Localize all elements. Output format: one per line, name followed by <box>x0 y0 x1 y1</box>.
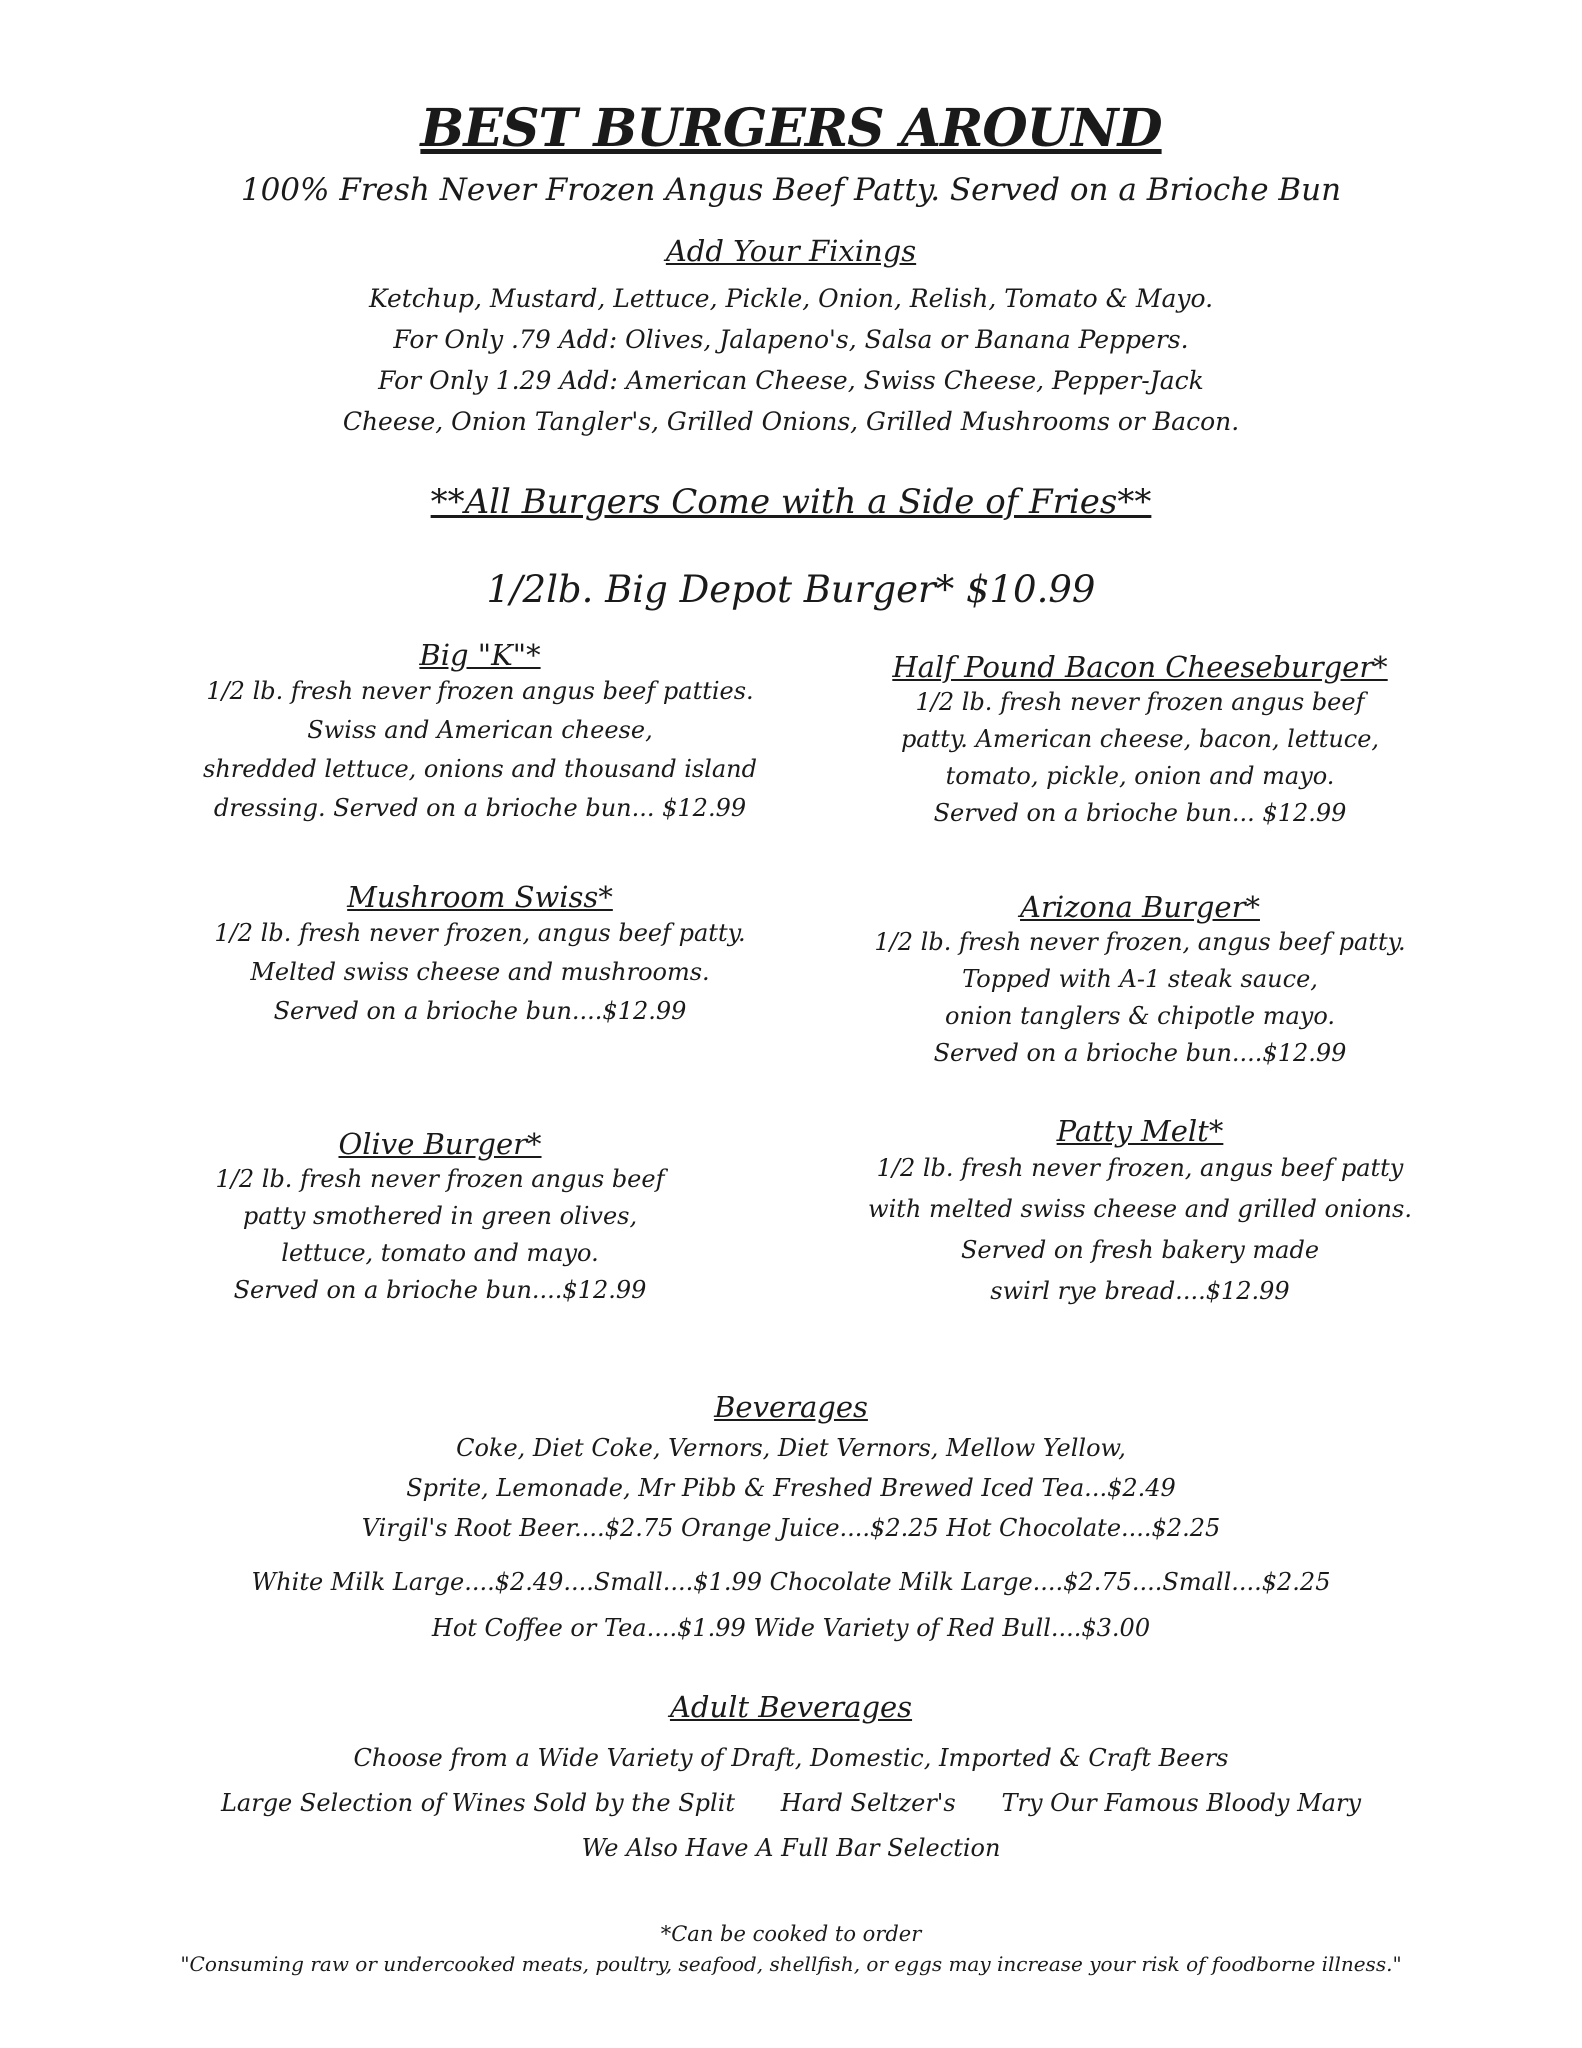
item-line: 1/2 lb. fresh never frozen, angus beef patty. <box>874 928 1406 956</box>
menu-item <box>170 880 790 1031</box>
item-line: shredded lettuce, onions and thousand island <box>203 755 757 783</box>
item-description <box>820 1148 1460 1312</box>
item-line: Served on a brioche bun....$12.99 <box>933 1039 1347 1067</box>
item-line: 1/2 lb. fresh never frozen angus beef <box>215 1165 665 1193</box>
item-description <box>830 924 1450 1072</box>
fixings-line: Ketchup, Mustard, Lettuce, Pickle, Onion, Relish, Tomato & Mayo. <box>368 284 1214 313</box>
adult-beverage-line: Choose from a Wide Variety of Draft, Domestic, Imported & Craft Beers <box>353 1744 1229 1772</box>
adult-beverage-line: We Also Have A Full Bar Selection <box>581 1834 1001 1862</box>
menu-title: BEST BURGERS AROUND <box>420 98 1162 159</box>
item-line: Swiss and American cheese, <box>307 716 653 744</box>
item-title: Big "K"* <box>419 638 541 672</box>
item-line: patty. American cheese, bacon, lettuce, <box>900 725 1380 753</box>
menu-item <box>830 890 1450 1072</box>
item-line: Served on a brioche bun....$12.99 <box>233 1276 647 1304</box>
item-line: 1/2 lb. fresh never frozen, angus beef patty <box>876 1154 1404 1182</box>
beverage-line: Hot Coffee or Tea....$1.99 Wide Variety of Red Bull....$3.00 <box>431 1614 1151 1642</box>
beverage-line: Coke, Diet Coke, Vernors, Diet Vernors, Mellow Yellow, <box>456 1434 1126 1462</box>
item-line: Served on a brioche bun....$12.99 <box>273 997 687 1025</box>
adult-beverages-heading: Adult Beverages <box>669 1690 913 1724</box>
item-line: onion tanglers & chipotle mayo. <box>945 1002 1335 1030</box>
fixings-line: For Only .79 Add: Olives, Jalapeno's, Salsa or Banana Peppers. <box>393 325 1189 354</box>
item-description <box>170 914 790 1031</box>
item-title: Patty Melt* <box>1056 1114 1224 1148</box>
beverages-list <box>0 1428 1582 1648</box>
item-title: Half Pound Bacon Cheeseburger* <box>892 650 1388 684</box>
menu-item <box>130 1127 750 1309</box>
menu-item <box>170 638 790 828</box>
big-depot-burger: 1/2lb. Big Depot Burger* $10.99 <box>486 568 1096 611</box>
item-line: tomato, pickle, onion and mayo. <box>945 762 1335 790</box>
food-safety-warning: "Consuming raw or undercooked meats, poultry, seafood, shellfish, or eggs may increase your risk of foodborne illness." <box>180 1952 1402 1976</box>
beverage-line: Virgil's Root Beer....$2.75 Orange Juice....$2.25 Hot Chocolate....$2.25 <box>361 1514 1221 1542</box>
item-line: swirl rye bread....$12.99 <box>990 1277 1290 1305</box>
menu-subtitle: 100% Fresh Never Frozen Angus Beef Patty. Served on a Brioche Bun <box>240 172 1342 208</box>
adult-beverage-line: Large Selection of Wines Sold by the Split Hard Seltzer's Try Our Famous Bloody Mary <box>220 1789 1362 1817</box>
fixings-heading: Add Your Fixings <box>665 234 917 268</box>
item-line: 1/2 lb. fresh never frozen angus beef <box>915 688 1365 716</box>
fixings-list <box>0 278 1582 442</box>
item-line: lettuce, tomato and mayo. <box>281 1239 599 1267</box>
item-line: dressing. Served on a brioche bun... $12.99 <box>213 794 747 822</box>
item-line: Served on fresh bakery made <box>960 1236 1320 1264</box>
menu-item <box>830 650 1450 832</box>
item-line: 1/2 lb. fresh never frozen, angus beef patty. <box>214 919 746 947</box>
item-title: Arizona Burger* <box>1020 890 1260 924</box>
item-line: with melted swiss cheese and grilled onions. <box>868 1195 1412 1223</box>
beverage-line: Sprite, Lemonade, Mr Pibb & Freshed Brewed Iced Tea...$2.49 <box>406 1474 1176 1502</box>
item-line: Topped with A-1 steak sauce, <box>962 965 1318 993</box>
item-line: Served on a brioche bun... $12.99 <box>933 799 1347 827</box>
item-title: Mushroom Swiss* <box>347 880 613 914</box>
cooked-to-order-note: *Can be cooked to order <box>660 1922 922 1946</box>
item-description <box>170 672 790 828</box>
item-title: Olive Burger* <box>338 1127 542 1161</box>
item-line: 1/2 lb. fresh never frozen angus beef patties. <box>206 677 754 705</box>
adult-beverages-list <box>0 1736 1582 1871</box>
item-description <box>130 1161 750 1309</box>
item-line: Melted swiss cheese and mushrooms. <box>250 958 710 986</box>
menu-item <box>820 1114 1460 1312</box>
beverages-heading: Beverages <box>714 1390 868 1424</box>
beverage-line: White Milk Large....$2.49....Small....$1.99 Chocolate Milk Large....$2.75....Small....$2.25 <box>251 1568 1331 1596</box>
item-description <box>830 684 1450 832</box>
fries-note: **All Burgers Come with a Side of Fries** <box>430 482 1152 522</box>
fixings-line: For Only 1.29 Add: American Cheese, Swiss Cheese, Pepper-Jack <box>378 366 1204 395</box>
fixings-line: Cheese, Onion Tangler's, Grilled Onions, Grilled Mushrooms or Bacon. <box>342 407 1240 436</box>
item-line: patty smothered in green olives, <box>242 1202 638 1230</box>
